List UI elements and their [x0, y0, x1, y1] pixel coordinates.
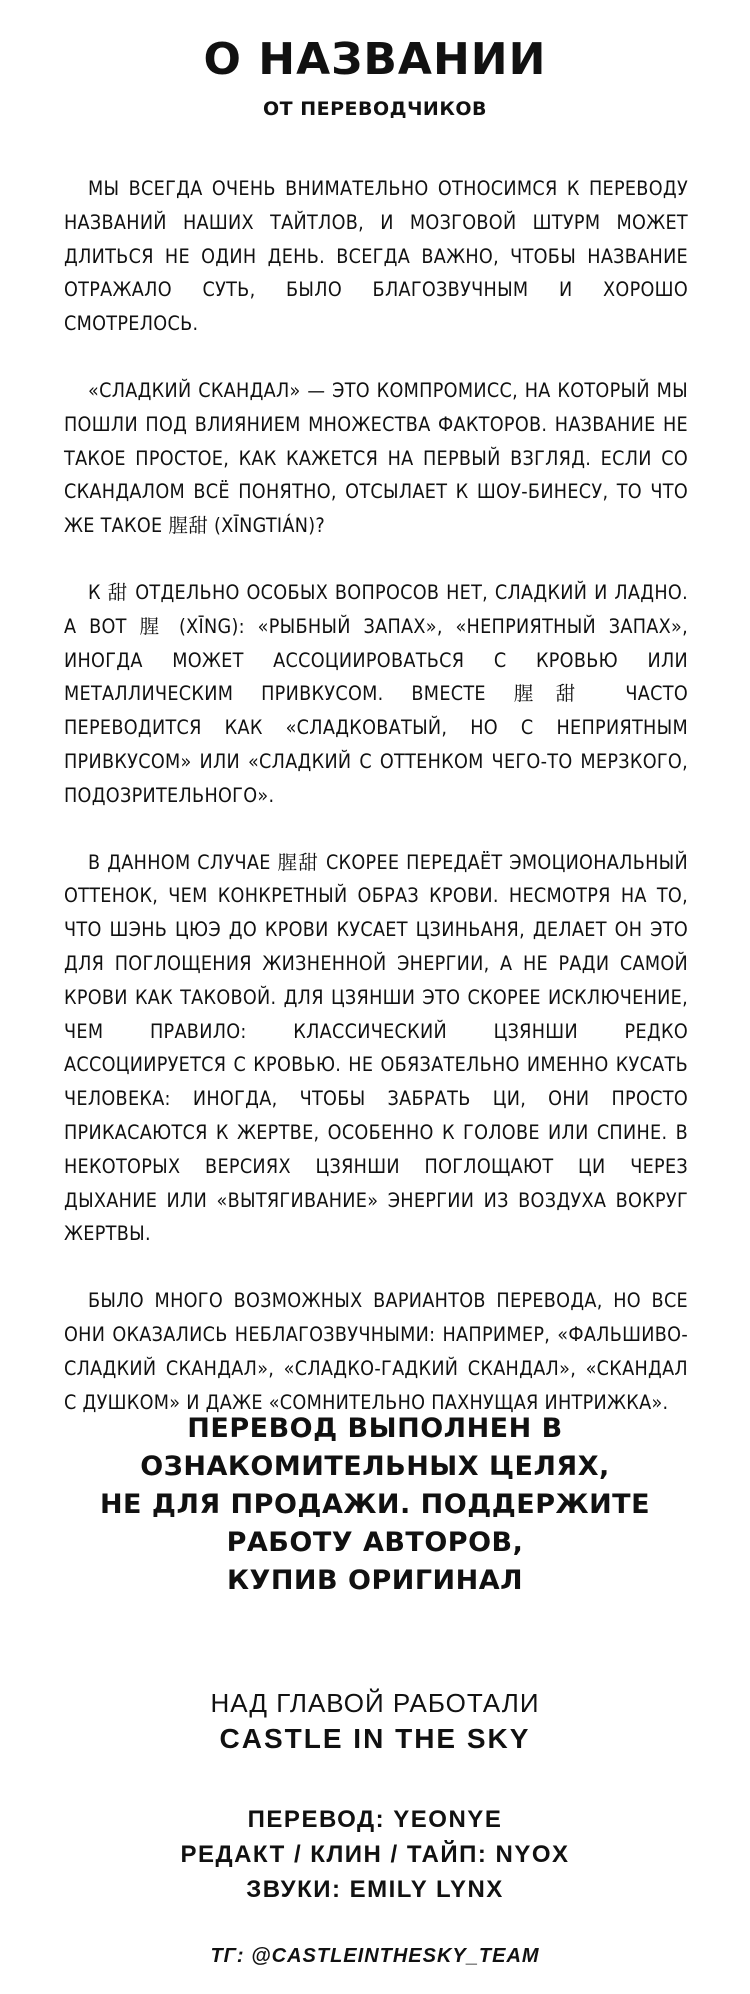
credits-block [0, 1686, 750, 1907]
disclaimer-line: КУПИВ ОРИГИНАЛ [226, 1565, 524, 1596]
disclaimer-line: НЕ ДЛЯ ПРОДАЖИ. ПОДДЕРЖИТЕ РАБОТУ АВТОРОВ, [99, 1489, 651, 1558]
disclaimer-line: ПЕРЕВОД ВЫПОЛНЕН В ОЗНАКОМИТЕЛЬНЫХ ЦЕЛЯХ, [140, 1413, 610, 1482]
telegram-handle: ТГ: @CASTLEINTHESKY_TEAM [210, 1945, 540, 1967]
team-name: CASTLE IN THE SKY [219, 1723, 531, 1754]
note-paragraph-3: К 甜 ОТДЕЛЬНО ОСОБЫХ ВОПРОСОВ НЕТ, СЛАДКИЙ И ЛАДНО. А ВОТ 腥 (XĪNG): «РЫБНЫЙ ЗАПАХ», «НЕПРИЯТНЫЙ ЗАПАХ», ИНОГДА МОЖЕТ АССОЦИИРОВАТЬСЯ С КРОВЬЮ ИЛИ МЕТАЛЛИЧЕСКИМ ПРИВКУСОМ. ВМЕСТЕ 腥甜 ЧАСТО ПЕРЕВОДИТСЯ КАК «СЛАДКОВАТЫЙ, НО С НЕПРИЯТНЫМ ПРИВКУСОМ» ИЛИ «СЛАДКИЙ С ОТТЕНКОМ ЧЕГО-ТО МЕРЗКОГО, ПОДОЗРИТЕЛЬНОГО». [64, 580, 688, 807]
credits-roles [0, 1802, 750, 1907]
page-title: О НАЗВАНИИ [203, 34, 547, 85]
note-paragraph-2: «СЛАДКИЙ СКАНДАЛ» — ЭТО КОМПРОМИСС, НА КОТОРЫЙ МЫ ПОШЛИ ПОД ВЛИЯНИЕМ МНОЖЕСТВА ФАКТОРОВ. НАЗВАНИЕ НЕ ТАКОЕ ПРОСТОЕ, КАК КАЖЕТСЯ НА ПЕРВЫЙ ВЗГЛЯД. ЕСЛИ СО СКАНДАЛОМ ВСЁ ПОНЯТНО, ОТСЫЛАЕТ К ШОУ-БИНЕСУ, ТО ЧТО ЖЕ ТАКОЕ 腥甜 (XĪNGTIÁN)? [64, 378, 688, 538]
credit-translation: ПЕРЕВОД: YEONYE [247, 1806, 503, 1833]
note-body [64, 172, 688, 1452]
note-paragraph-4: В ДАННОМ СЛУЧАЕ 腥甜 СКОРЕЕ ПЕРЕДАЁТ ЭМОЦИОНАЛЬНЫЙ ОТТЕНОК, ЧЕМ КОНКРЕТНЫЙ ОБРАЗ КРОВИ. НЕСМОТРЯ НА ТО, ЧТО ШЭНЬ ЦЮЭ ДО КРОВИ КУСАЕТ ЦЗИНЬАНЯ, ДЕЛАЕТ ОН ЭТО ДЛЯ ПОГЛОЩЕНИЯ ЖИЗНЕННОЙ ЭНЕРГИИ, А НЕ РАДИ САМОЙ КРОВИ КАК ТАКОВОЙ. ДЛЯ ЦЗЯНШИ ЭТО СКОРЕЕ ИСКЛЮЧЕНИЕ, ЧЕМ ПРАВИЛО: КЛАССИЧЕСКИЙ ЦЗЯНШИ РЕДКО АССОЦИИРУЕТСЯ С КРОВЬЮ. НЕ ОБЯЗАТЕЛЬНО ИМЕННО КУСАТЬ ЧЕЛОВЕКА: ИНОГДА, ЧТОБЫ ЗАБРАТЬ ЦИ, ОНИ ПРОСТО ПРИКАСАЮТСЯ К ЖЕРТВЕ, ОСОБЕННО К ГОЛОВЕ ИЛИ СПИНЕ. В НЕКОТОРЫХ ВЕРСИЯХ ЦЗЯНШИ ПОГЛОЩАЮТ ЦИ ЧЕРЕЗ ДЫХАНИЕ ИЛИ «ВЫТЯГИВАНИЕ» ЭНЕРГИИ ИЗ ВОЗДУХА ВОКРУГ ЖЕРТВЫ. [64, 850, 688, 1246]
page-subtitle: ОТ ПЕРЕВОДЧИКОВ [263, 98, 487, 120]
note-paragraph-1: МЫ ВСЕГДА ОЧЕНЬ ВНИМАТЕЛЬНО ОТНОСИМСЯ К ПЕРЕВОДУ НАЗВАНИЙ НАШИХ ТАЙТЛОВ, И МОЗГОВОЙ ШТУРМ МОЖЕТ ДЛИТЬСЯ НЕ ОДИН ДЕНЬ. ВСЕГДА ВАЖНО, ЧТОБЫ НАЗВАНИЕ ОТРАЖАЛО СУТЬ, БЫЛО БЛАГОЗВУЧНЫМ И ХОРОШО СМОТРЕЛОСЬ. [64, 177, 688, 336]
note-paragraph-5: БЫЛО МНОГО ВОЗМОЖНЫХ ВАРИАНТОВ ПЕРЕВОДА, НО ВСЕ ОНИ ОКАЗАЛИСЬ НЕБЛАГОЗВУЧНЫМИ: НАПРИМЕР, «ФАЛЬШИВО-СЛАДКИЙ СКАНДАЛ», «СЛАДКО-ГАДКИЙ СКАНДАЛ», «СКАНДАЛ С ДУШКОМ» И ДАЖЕ «СОМНИТЕЛЬНО ПАХНУЩАЯ ИНТРИЖКА». [64, 1289, 688, 1414]
disclaimer-notice [60, 1410, 690, 1600]
credit-editing: РЕДАКТ / КЛИН / ТАЙП: NYOX [180, 1841, 570, 1868]
credit-sounds: ЗВУКИ: EMILY LYNX [246, 1876, 504, 1903]
credits-heading: НАД ГЛАВОЙ РАБОТАЛИ [210, 1688, 540, 1718]
